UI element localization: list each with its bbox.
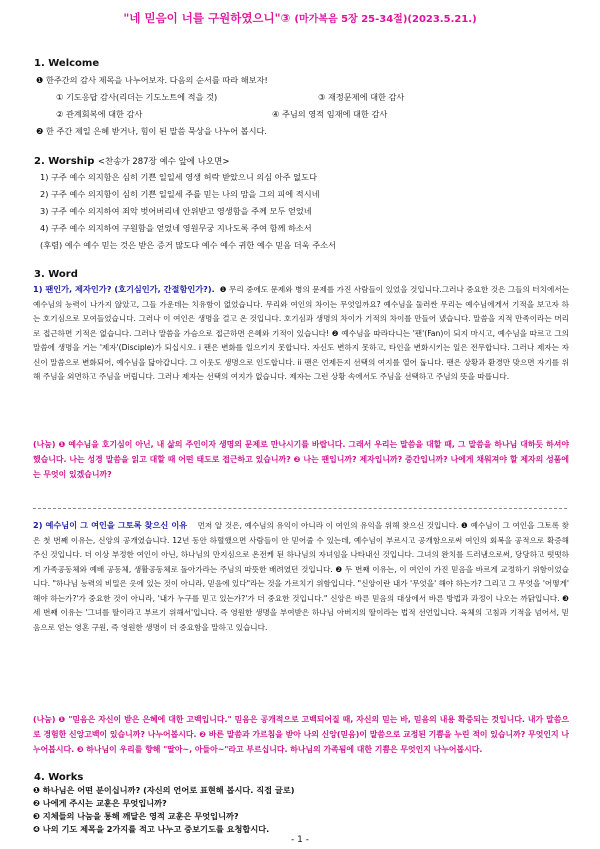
word-paragraph-1 xyxy=(33,282,569,434)
welcome-item-3: ③ 재정문제에 대한 감사 xyxy=(318,92,405,102)
works-item-3: ❸ 지체들의 나눔을 통해 깨달은 영적 교훈은 무엇입니까? xyxy=(33,811,239,821)
welcome-item-4: ④ 주님의 영적 임재에 대한 감사 xyxy=(272,109,388,119)
worship-song: <찬송가 287장 예수 앞에 나오면> xyxy=(97,157,230,167)
worship-chorus: (후렴) 예수 예수 믿는 것은 받은 증거 많도다 예수 예수 귀한 예수 믿음 더욱 주소서 xyxy=(40,240,336,250)
worship-line-1: 1) 구주 예수 의지함은 심히 기쁜 일일세 영생 허락 받았으니 의심 아주 없도다 xyxy=(40,172,317,182)
word-point-1-body: ❶ 무리 중에도 문제와 병의 문제를 가진 사람들이 있었을 것입니다.그러나 중요한 것은 그들의 터치에서는 예수님의 능력이 나가지 않았고, 그들 가운데는 치유함이 없었습니다. 무리와 여인의 차이는 무엇일까요? 예수님을 둘러싼 무리는 예수님에게서 기적을 보고자 하는 호기심으로 모여들었습니다. 그러나 이 여인은 생명을 걸고 온 것입니다. 호기심과 생명의 차이가 기적의 차이를 만들어 냈습니다. 말씀을 지적 만족이라는 머리로 접근하면 기적은 없습니다. 그러나 말씀을 가슴으로 접근하면 은혜와 기적이 있습니다! ❷ 예수님을 따라다니는 '팬'(Fan)이 되지 마시고, 예수님을 따르고 그의 말씀에 생명을 거는 '제자'(Disciple)가 되십시오. i 팬은 변화를 일으키지 못합니다. 자신도 변하지 못하고, 타인을 변화시키는 일은 전무합니다. 그러나 제자는 자신이 말씀으로 변화되어, 예수님을 닮아갑니다. 그 이웃도 생명으로 인도합니다. ii 팬은 언제든지 선택의 여지를 열어 둡니다. 팬은 상황과 환경만 맞으면 자기를 위해 주님을 외면하고 주님을 버립니다. 그러나 제자는 선택의 여지가 없습니다. 제자는 그런 상황 속에서도 주님을 선택하고 주님의 뜻을 따릅니다. xyxy=(33,285,569,381)
title-main: "네 믿음이 너를 구원하였으니"③ xyxy=(123,11,291,25)
works-item-4: ❹ 나의 기도 제목을 2가지를 적고 나누고 중보기도를 요청합시다. xyxy=(33,824,270,834)
works-item-2: ❷ 나에게 주시는 교훈은 무엇입니까? xyxy=(33,798,167,808)
welcome-second: ❷ 한 주간 제일 은혜 받거나, 힘이 된 말씀 묵상을 나누어 봅시다. xyxy=(36,126,267,136)
section-divider xyxy=(33,508,567,509)
welcome-item-2: ② 관계회복에 대한 감사 xyxy=(56,109,143,119)
works-item-1: ❶ 하나님은 어떤 분이십니까? (자신의 언어로 표현해 봅시다. 직접 글로) xyxy=(33,785,295,795)
welcome-item-1: ① 기도응답 감사(리더는 기도노트에 적을 것) xyxy=(56,92,218,102)
word-heading: 3. Word xyxy=(34,269,78,280)
welcome-intro: ❶ 한주간의 감사 제목을 나누어보자. 다음의 순서를 따라 해보자! xyxy=(36,75,268,85)
welcome-heading: 1. Welcome xyxy=(34,58,100,69)
document-title xyxy=(0,10,600,26)
sharing-1: (나눔) ❶ 예수님을 호기심이 아닌, 내 삶의 주인이자 생명의 문제로 만나시기를 바랍니다. 그래서 우리는 말씀을 대할 때, 그 말씀을 하나님 대하듯 하셔야 했습니다. 나는 성경 말씀을 읽고 대할 때 어떤 태도로 접근하고 있습니까? ❷ 나는 팬입니까? 제자입니까? 중간입니까? 나에게 채워져야 할 제자의 성품에는 무엇이 있겠습니까? xyxy=(33,440,569,479)
works-heading: 4. Works xyxy=(34,772,84,783)
word-point-1-heading: 1) 팬인가, 제자인가? (호기심인가, 간절함인가?). xyxy=(33,284,215,294)
worship-heading-label: 2. Worship xyxy=(34,156,95,167)
worship-heading xyxy=(34,155,229,167)
worship-line-2: 2) 구주 예수 의지함이 심히 기쁜 일일세 주를 믿는 나의 맘을 그의 피에 적시네 xyxy=(40,189,320,199)
title-reference: (마가복음 5장 25-34절)(2023.5.21.) xyxy=(294,14,477,25)
worship-line-3: 3) 구주 예수 의지하여 죄악 벗어버리네 안위받고 영생함을 주께 모두 얻었네 xyxy=(40,206,312,216)
sharing-2: (나눔) ❶ "믿음은 자신이 받은 은혜에 대한 고백입니다." 믿음은 공개적으로 고백되어질 때, 자신의 믿는 바, 믿음의 내용 확증되는 것입니다. 내가 말씀으로 경험한 신앙고백이 있습니까? 나누어봅시다. ❷ 바른 말씀과 가르침을 받아 나의 신앙(믿음)이 말씀으로 교정된 기쁨을 누린 적이 있습니까? 무엇인지 나누어봅시다. ❸ 하나님이 우리를 향해 "딸아~, 아들아~"라고 부르십니다. 하나님의 가족됨에 대한 기쁨은 무엇인지 나누어봅시다. xyxy=(33,715,569,754)
page-number: - 1 - xyxy=(291,835,309,845)
word-point-2-heading: 2) 예수님이 그 여인을 그토록 찾으신 이유 xyxy=(33,520,188,530)
worship-line-4: 4) 구주 예수 의지하여 구원함을 얻었네 영원무궁 지나도록 주여 함께 하소서 xyxy=(40,223,312,233)
word-paragraph-2 xyxy=(33,518,569,706)
word-point-2-body: 먼저 알 것은, 예수님의 유익이 아니라 이 여인의 유익을 위해 찾으신 것입니다. ❶ 예수님이 그 여인을 그토록 찾은 첫 번째 이유는, 신앙의 공개였습니다. 12년 동안 하혈했으면 사람들이 안 믿어줄 수 있는데, 예수님이 부르시고 공개함으로써 여인의 회복을 공적으로 확증해 주신 것입니다. 더 이상 부정한 여인이 아닌, 하나님의 만지심으로 온전케 된 하나님의 자녀임을 나타내신 것입니다. 그녀의 완치를 드러냄으로써, 당당하고 떳떳하게 가족공동체와 예배 공동체, 생활공동체로 돌아가라는 주님의 따뜻한 배려였던 것입니다. ❷ 두 번째 이유는, 이 여인이 가진 믿음을 바르게 교정하기 위함이었습니다. "하나님 능력의 비밀은 옷에 있는 것이 아니라, 믿음에 있다"라는 것을 가르치기 위함입니다. "신앙이란 내가 '무엇을' 해야 하는가? 그리고 그 무엇을 '어떻게' 해야 하는가?'가 중요한 것이 아니라, '내가 누구를 믿고 있는가?'가 더 중요한 것입니다." 신앙은 바른 믿음의 대상에서 바른 방법과 과정이 나오는 까닭입니다. ❸ 세 번째 이유는 '그녀를 딸이라고 부르기 위해서'입니다. 즉 영원한 생명을 부여받은 하나님 아버지의 딸이라는 법적 선언입니다. 육체의 고침과 기적을 넘어서, 믿음으로 얻는 영혼 구원, 즉 영원한 생명이 더 중요함을 말하고 있습니다. xyxy=(33,521,569,632)
